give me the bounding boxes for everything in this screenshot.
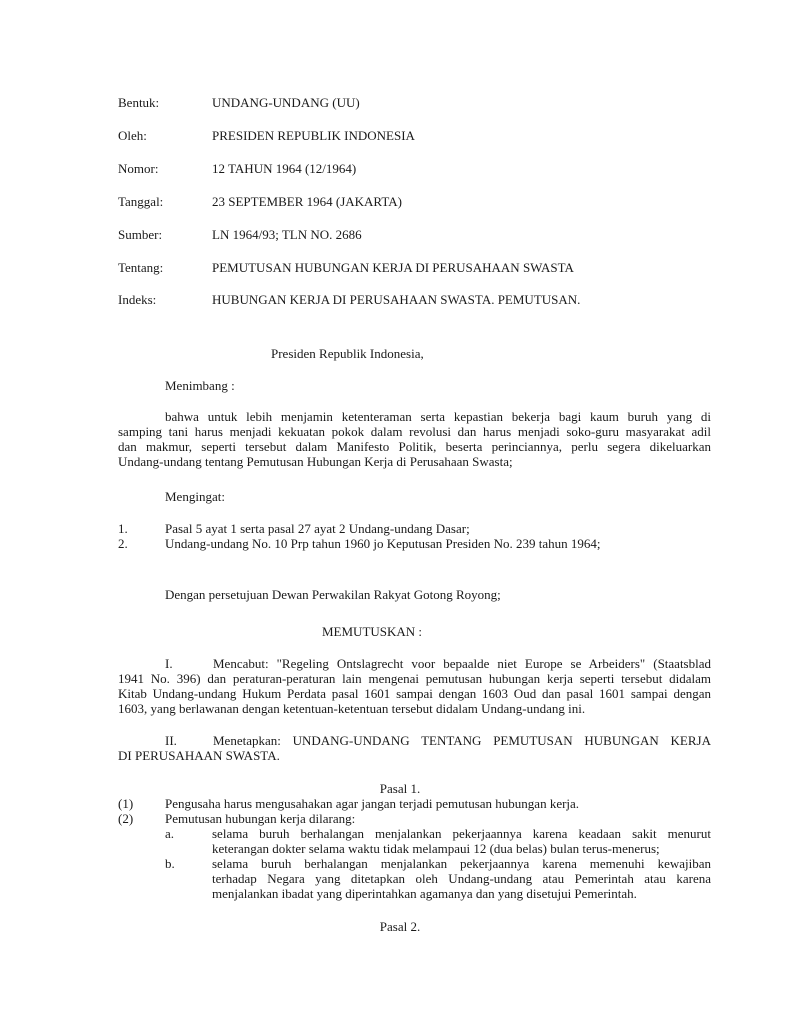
- meta-label-bentuk: Bentuk:: [118, 95, 160, 110]
- decision-item-II-paragraph: [118, 733, 711, 763]
- meta-value-tanggal: 23 SEPTEMBER 1964 (JAKARTA): [212, 194, 402, 209]
- pasal-1-sub-text: [212, 826, 711, 856]
- mengingat-text: Undang-undang No. 10 Prp tahun 1960 jo Keputusan Presiden No. 239 tahun 1964;: [165, 536, 601, 551]
- decision-line: DI PERUSAHAAN SWASTA.: [118, 748, 280, 763]
- meta-value-oleh: PRESIDEN REPUBLIK INDONESIA: [212, 128, 415, 143]
- meta-value-sumber: LN 1964/93; TLN NO. 2686: [212, 227, 362, 242]
- pasal-1-item-num: (2): [118, 811, 134, 826]
- decision-line: 1603, yang berlawanan dengan ketentuan-ketentuan tersebut didalam Undang-undang ini.: [118, 701, 586, 716]
- meta-label-oleh: Oleh:: [118, 128, 147, 143]
- sub-line: terhadap Negara yang ditetapkan oleh Undang-undang atau Pemerintah atau karena: [212, 871, 711, 886]
- persetujuan-text: Dengan persetujuan Dewan Perwakilan Rakyat Gotong Royong;: [165, 587, 501, 602]
- mengingat-num: 1.: [118, 521, 128, 536]
- pasal-1-item-num: (1): [118, 796, 134, 811]
- decision-item-I-paragraph: [118, 656, 711, 716]
- menimbang-paragraph: [118, 409, 711, 469]
- decision-item-I-num: I.: [165, 656, 173, 671]
- pasal-2-heading: Pasal 2.: [379, 919, 421, 934]
- pasal-1-sub-num: b.: [165, 856, 175, 871]
- pasal-1-heading: Pasal 1.: [379, 781, 421, 796]
- decision-line: Mencabut: "Regeling Ontslagrecht voor bepaalde niet Europe se Arbeiders" (Staatsblad: [213, 656, 711, 671]
- meta-label-sumber: Sumber:: [118, 227, 163, 242]
- meta-label-indeks: Indeks:: [118, 292, 157, 307]
- pasal-1-item-text: Pengusaha harus mengusahakan agar jangan terjadi pemutusan hubungan kerja.: [165, 796, 580, 811]
- meta-value-bentuk: UNDANG-UNDANG (UU): [212, 95, 360, 110]
- sub-line: menjalankan ibadat yang diperintahkan agamanya dan yang disetujui Pemerintah.: [212, 886, 637, 901]
- pasal-1-item-text: Pemutusan hubungan kerja dilarang:: [165, 811, 356, 826]
- meta-label-nomor: Nomor:: [118, 161, 159, 176]
- sub-line: keterangan dokter selama waktu tidak melampaui 12 (dua belas) bulan terus-menerus;: [212, 841, 660, 856]
- meta-value-tentang: PEMUTUSAN HUBUNGAN KERJA DI PERUSAHAAN SWASTA: [212, 260, 574, 275]
- sub-line: selama buruh berhalangan menjalankan pekerjaannya karena keadaan sakit menurut: [212, 826, 711, 841]
- preamble-heading: Presiden Republik Indonesia,: [271, 346, 424, 361]
- pasal-1-sub-text: [212, 856, 711, 901]
- menimbang-line: Undang-undang tentang Pemutusan Hubungan Kerja di Perusahaan Swasta;: [118, 454, 513, 469]
- mengingat-num: 2.: [118, 536, 128, 551]
- meta-value-nomor: 12 TAHUN 1964 (12/1964): [212, 161, 357, 176]
- pasal-1-sub-num: a.: [165, 826, 175, 841]
- decision-line: Menetapkan: UNDANG-UNDANG TENTANG PEMUTUSAN HUBUNGAN KERJA: [213, 733, 711, 748]
- mengingat-text: Pasal 5 ayat 1 serta pasal 27 ayat 2 Undang-undang Dasar;: [165, 521, 470, 536]
- meta-value-indeks: HUBUNGAN KERJA DI PERUSAHAAN SWASTA. PEMUTUSAN.: [212, 292, 581, 307]
- meta-label-tanggal: Tanggal:: [118, 194, 164, 209]
- menimbang-line: dan makmur, seperti tersebut dalam Manifesto Politik, beserta perinciannya, perlu segera dikeluarkan: [118, 439, 711, 454]
- decision-item-II-num: II.: [165, 733, 177, 748]
- meta-label-tentang: Tentang:: [118, 260, 164, 275]
- menimbang-line: samping tani harus menjadi kekuatan pokok dalam revolusi dan harus menjadi soko-guru masyarakat adil: [118, 424, 711, 439]
- sub-line: selama buruh berhalangan menjalankan pekerjaannya karena memenuhi kewajiban: [212, 856, 711, 871]
- menimbang-line: bahwa untuk lebih menjamin ketenteraman serta kepastian bekerja bagi kaum buruh yang di: [165, 409, 711, 424]
- memutuskan-heading: MEMUTUSKAN :: [322, 624, 423, 639]
- mengingat-label: Mengingat:: [165, 489, 225, 504]
- decision-line: 1941 No. 396) dan peraturan-peraturan lain mengenai pemutusan hubungan kerja seperti tersebut didalam: [118, 671, 711, 686]
- decision-line: Kitab Undang-undang Hukum Perdata pasal 1601 sampai dengan 1603 Oud dan pasal 1601 sampai dengan: [118, 686, 711, 701]
- menimbang-label: Menimbang :: [165, 378, 235, 393]
